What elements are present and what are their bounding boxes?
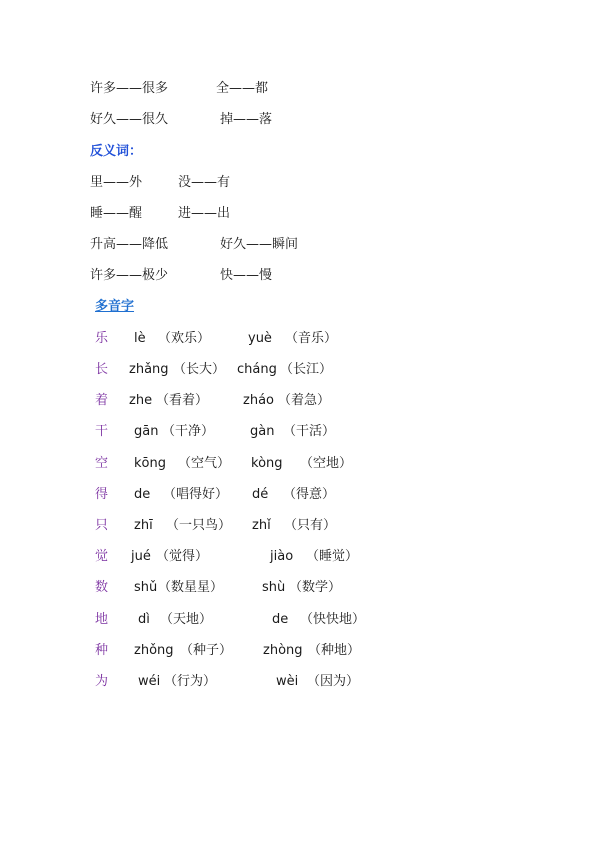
pinyin-1: kōng [134,456,166,471]
word-2: （快快地） [300,612,366,627]
pinyin-1: zhǎng [129,362,169,377]
word-1: （干净） [162,424,215,439]
pinyin-1: de [134,487,151,502]
pinyin-2: zhòng [263,643,303,658]
word-1: （看着） [156,393,209,408]
polyphone-char: 为 [95,674,109,689]
antonym-right-3: 好久——瞬间 [220,237,299,252]
pinyin-1: shǔ [134,580,158,595]
pinyin-1: dì [138,612,150,627]
antonym-left-3: 升高——降低 [90,237,169,252]
word-2: （因为） [307,674,360,689]
synonym-right-1: 全——都 [216,81,269,96]
polyphone-char: 得 [95,487,109,502]
pinyin-1: zhī [134,518,153,533]
synonym-right-2: 掉——落 [220,112,273,127]
synonym-left-2: 好久——很久 [90,112,169,127]
antonym-right-1: 没——有 [178,175,231,190]
pinyin-2: zháo [243,393,274,408]
word-2: （睡觉） [306,549,359,564]
word-2: （着急） [278,393,331,408]
polyphone-char: 着 [95,393,109,408]
word-1: （长大） [173,362,226,377]
word-2: （干活） [283,424,336,439]
pinyin-2: shù [262,580,286,595]
polyphone-char: 长 [95,362,109,377]
pinyin-2: zhǐ [252,518,271,533]
word-1: （天地） [160,612,213,627]
polyphone-char: 干 [95,424,109,439]
polyphone-char: 种 [95,643,109,658]
polyphone-char: 数 [95,580,109,595]
polyphone-char: 只 [95,518,109,533]
polyphone-heading: 多音字 [95,299,135,314]
pinyin-2: gàn [250,424,275,439]
word-2: （数学） [289,580,342,595]
word-1: （欢乐） [158,331,211,346]
polyphone-char: 地 [95,612,109,627]
antonym-right-2: 进——出 [178,206,231,221]
pinyin-2: cháng [237,362,277,377]
word-2: （音乐） [285,331,338,346]
pinyin-1: wéi [138,674,161,689]
antonym-heading: 反义词： [90,144,143,159]
pinyin-1: gān [134,424,159,439]
pinyin-2: yuè [248,331,272,346]
word-1: （唱得好） [163,487,229,502]
pinyin-1: zhe [129,393,153,408]
word-2: （种地） [308,643,361,658]
word-2: （空地） [300,456,353,471]
antonym-left-4: 许多——极少 [90,268,169,283]
polyphone-char: 乐 [95,331,109,346]
word-1: （种子） [180,643,233,658]
antonym-left-1: 里——外 [90,175,143,190]
pinyin-2: kòng [251,456,283,471]
polyphone-char: 空 [95,456,109,471]
word-2: （长江） [280,362,333,377]
pinyin-2: wèi [276,674,299,689]
synonym-left-1: 许多——很多 [90,81,169,96]
word-1: （觉得） [156,549,209,564]
word-2: （只有） [284,518,337,533]
pinyin-1: zhǒng [134,643,174,658]
pinyin-2: dé [252,487,269,502]
pinyin-2: de [272,612,289,627]
word-1: （行为） [164,674,217,689]
pinyin-2: jiào [270,549,294,564]
antonym-right-4: 快——慢 [220,268,273,283]
word-1: （数星星） [158,580,224,595]
antonym-left-2: 睡——醒 [90,206,143,221]
word-1: （空气） [178,456,231,471]
word-2: （得意） [283,487,336,502]
pinyin-1: lè [134,331,146,346]
word-1: （一只鸟） [166,518,232,533]
polyphone-char: 觉 [95,549,109,564]
pinyin-1: jué [131,549,151,564]
